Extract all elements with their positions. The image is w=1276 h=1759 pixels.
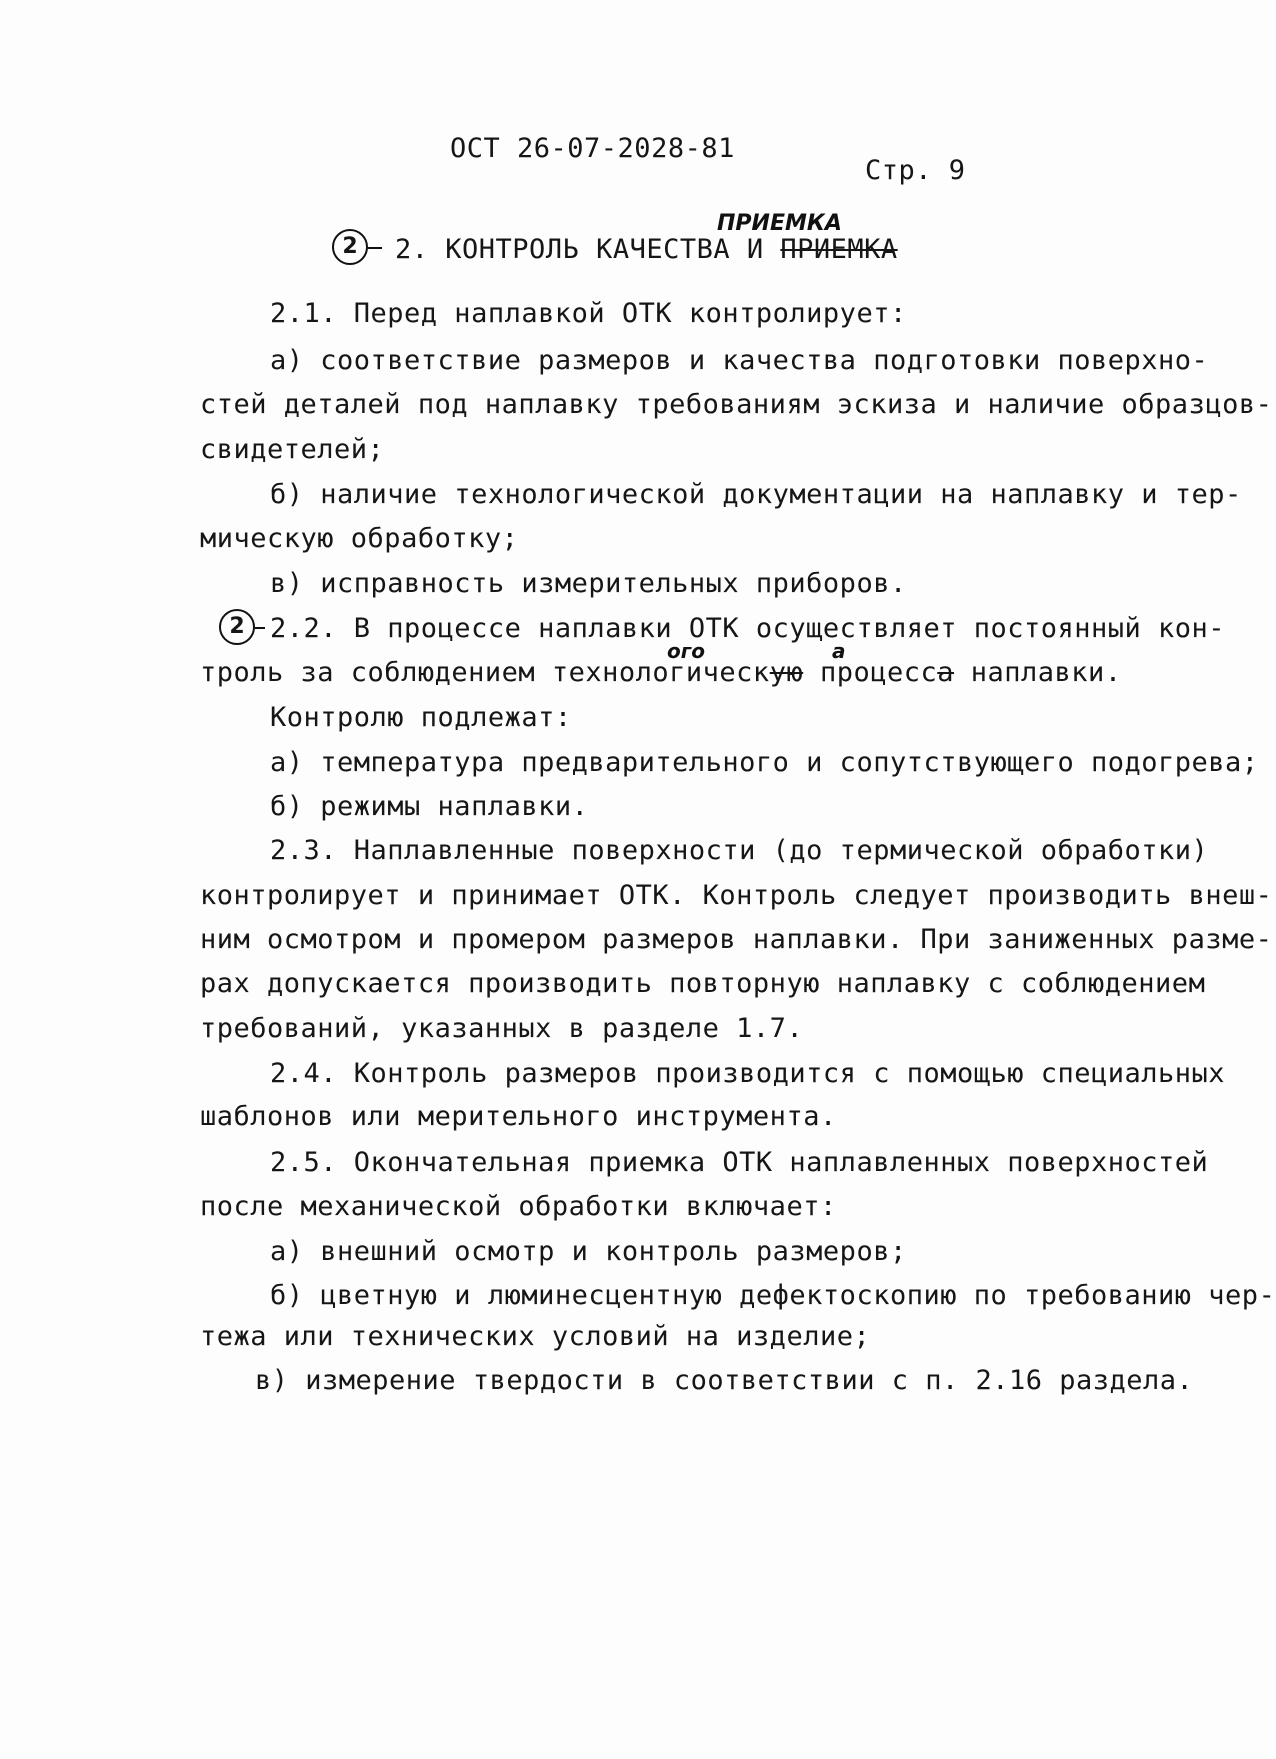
clause-2-4-line-1: 2.4. Контроль размеров производится с помощью специальных	[270, 1058, 1226, 1089]
heading-correction: ПРИЕМКА	[717, 211, 842, 236]
clause-2-1-a-line-3: свидетелей;	[200, 434, 385, 465]
clause-2-2-line-5: б) режимы наплавки.	[270, 791, 589, 822]
clause-2-5-line-1: 2.5. Окончательная приемка ОТК наплавленных поверхностей	[270, 1147, 1209, 1178]
clause-2-3-line-3: ним осмотром и промером размеров наплавки. При заниженных разме-	[200, 924, 1273, 955]
section-heading-text: 2. КОНТРОЛЬ КАЧЕСТВА И	[395, 234, 781, 265]
clause-2-1-title: 2.1. Перед наплавкой ОТК контролирует:	[270, 298, 907, 329]
clause-2-1-a-line-1: а) соответствие размеров и качества подготовки поверхно-	[270, 345, 1209, 376]
clause-2-3-line-4: рах допускается производить повторную наплавку с соблюдением	[200, 968, 1206, 999]
clause-2-5-line-6: в) измерение твердости в соответствии с п. 2.16 раздела.	[255, 1365, 1194, 1396]
clause-2-5-line-5: тежа или технических условий на изделие;	[200, 1321, 871, 1352]
correction-ending-2: а	[832, 639, 846, 663]
clause-2-2-line-2-b: процесс	[803, 657, 938, 688]
clause-2-2-line-1: 2.2. В процессе наплавки ОТК осуществляет постоянный кон-	[270, 613, 1226, 644]
clause-2-5-line-3: а) внешний осмотр и контроль размеров;	[270, 1236, 907, 1267]
section-heading	[395, 236, 898, 263]
clause-2-3-line-1: 2.3. Наплавленные поверхности (до термической обработки)	[270, 835, 1209, 866]
struck-ending-1: ую	[769, 657, 804, 688]
clause-2-3-line-2: контролирует и принимает ОТК. Контроль следует производить внеш-	[200, 880, 1273, 911]
clause-2-5-line-4: б) цветную и люминесцентную дефектоскопию по требованию чер-	[270, 1280, 1276, 1311]
clause-2-1-v-line-1: в) исправность измерительных приборов.	[270, 568, 907, 599]
heading-struck-word: ПРИЕМКА	[780, 234, 898, 265]
revision-mark-circle-2-2: 2	[219, 609, 255, 645]
clause-2-1-a-line-2: стей деталей под наплавку требованиям эскиза и наличие образцов-	[200, 389, 1273, 420]
clause-2-5-line-2: после механической обработки включает:	[200, 1191, 837, 1222]
revision-mark-dash	[368, 247, 382, 249]
clause-2-2-line-2-a: троль за соблюдением технологическ	[200, 657, 770, 688]
document-code: ОСТ 26-07-2028-81	[450, 133, 735, 164]
clause-2-2-line-4: а) температура предварительного и сопутствующего подогрева;	[270, 747, 1259, 778]
clause-2-1-b-line-2: мическую обработку;	[200, 523, 519, 554]
revision-mark-dash-2-2	[255, 627, 265, 629]
clause-2-2-line-2-c: наплавки.	[954, 657, 1122, 688]
clause-2-2-line-3: Контролю подлежат:	[270, 702, 572, 733]
correction-ending-1: ого	[667, 639, 705, 663]
clause-2-3-line-5: требований, указанных в разделе 1.7.	[200, 1013, 804, 1044]
page-number: Стр. 9	[865, 155, 966, 186]
clause-2-1-b-line-1: б) наличие технологической документации на наплавку и тер-	[270, 479, 1242, 510]
clause-2-4-line-2: шаблонов или мерительного инструмента.	[200, 1101, 837, 1132]
clause-2-2-line-2	[200, 659, 1122, 686]
struck-ending-2: а	[937, 657, 955, 688]
revision-mark-circle: 2	[332, 229, 368, 265]
